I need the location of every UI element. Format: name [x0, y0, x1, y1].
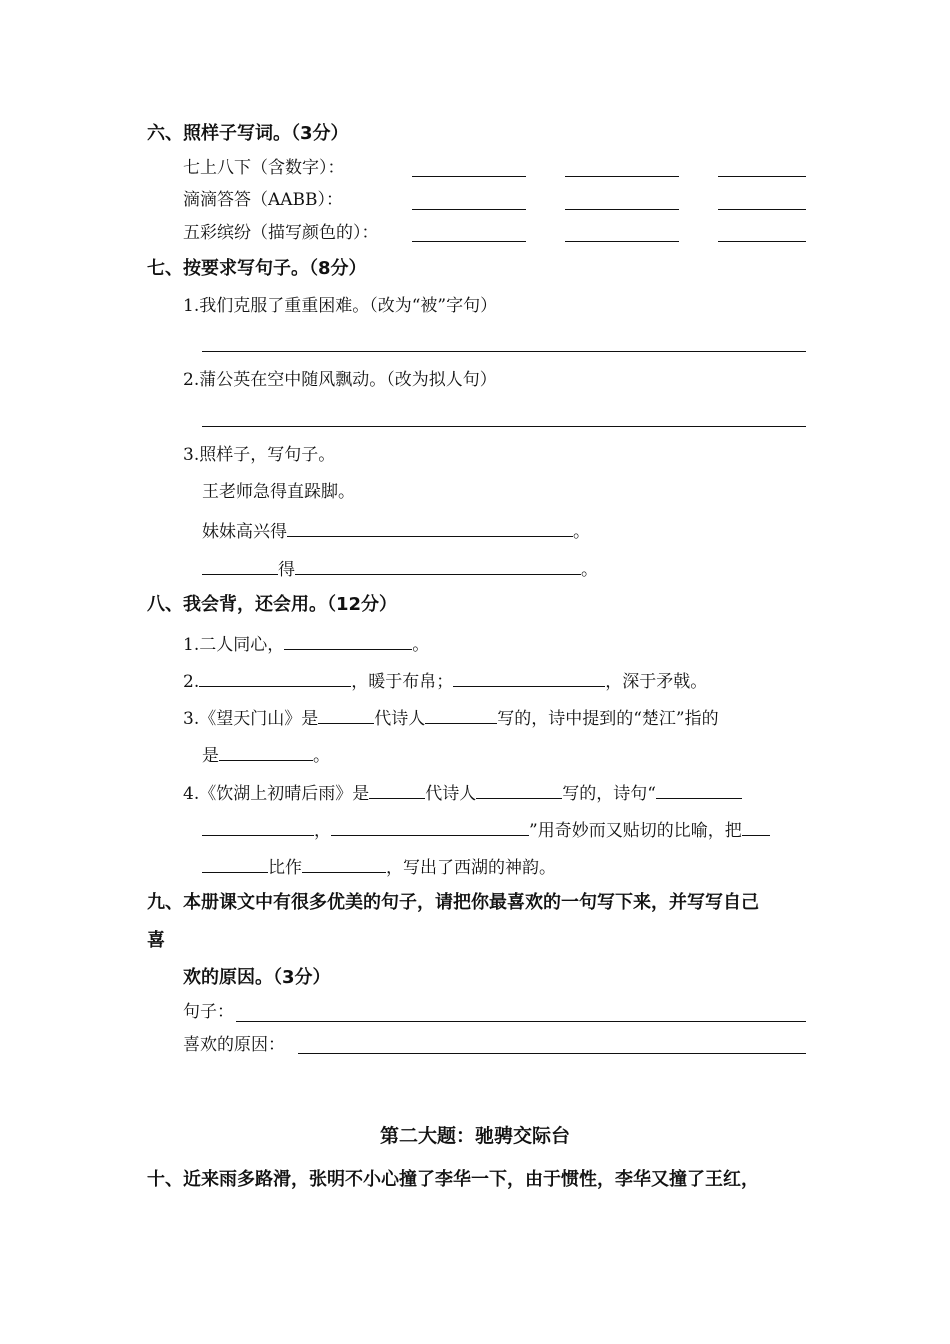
q7-fill-2-end: 。: [581, 560, 598, 580]
q8-item-2: [183, 671, 707, 691]
q7-fill-1-prefix: 妹妹高兴得: [202, 522, 287, 542]
q6-row-3-blank-1[interactable]: [412, 241, 526, 242]
q8-item-3-blank-poet[interactable]: [425, 708, 497, 724]
q8-item-3-text-c: 写的，诗中提到的“楚江”指的: [497, 709, 719, 729]
q7-fill-1: [202, 521, 590, 541]
q8-item-4-text-g: ，写出了西湖的神韵。: [386, 858, 556, 878]
q7-heading: 七、按要求写句子。（8分）: [147, 258, 367, 279]
q7-fill-2-mid: 得: [278, 560, 295, 580]
q6-row-2-label: 滴滴答答（AABB）：: [183, 190, 344, 210]
q9-reason-answer-line[interactable]: [298, 1053, 806, 1054]
q6-row-2-blank-1[interactable]: [412, 209, 526, 210]
q7-fill-1-end: 。: [573, 522, 590, 542]
q7-item-1: 1.我们克服了重重困难。（改为“被”字句）: [183, 296, 498, 316]
q8-item-4: [183, 783, 742, 803]
q8-item-4-blank-poet[interactable]: [476, 783, 562, 799]
q7-fill-2-blank[interactable]: [295, 559, 581, 575]
q8-item-3-blank-dynasty[interactable]: [318, 708, 374, 724]
q8-item-4-text-d: ，: [314, 821, 331, 841]
q7-item-2: 2.蒲公英在空中随风飘动。（改为拟人句）: [183, 370, 497, 390]
q8-item-3: [183, 708, 719, 728]
q8-item-3-text-b: 代诗人: [374, 709, 426, 729]
q7-fill-1-blank[interactable]: [287, 521, 573, 537]
q8-item-2-text-b: ，暖于布帛；: [351, 672, 454, 692]
q10-text: 十、近来雨多路滑，张明不小心撞了李华一下，由于惯性，李华又撞了王红，: [147, 1169, 759, 1190]
q8-item-4-text-e: ”用奇妙而又贴切的比喻，把: [529, 821, 742, 841]
q7-item-2-answer-line[interactable]: [202, 426, 806, 427]
q8-item-3-text-d: 是: [202, 746, 219, 766]
q6-row-1-blank-2[interactable]: [565, 176, 679, 177]
q8-item-2-text-c: ，深于矛戟。: [605, 672, 708, 692]
q6-row-1-label: 七上八下（含数字）：: [183, 158, 345, 178]
q7-item-3: 3.照样子，写句子。: [183, 445, 336, 465]
part-2-title: 第二大题：驰骋交际台: [379, 1125, 570, 1147]
q6-row-3-label: 五彩缤纷（描写颜色的）：: [183, 223, 379, 243]
q8-item-4-text-b: 代诗人: [425, 784, 477, 804]
q8-item-4-text-c: 写的，诗句“: [562, 784, 656, 804]
q9-sentence-answer-line[interactable]: [236, 1021, 806, 1022]
q8-item-3-cont: [202, 745, 330, 765]
q8-item-3-blank-river[interactable]: [219, 745, 313, 761]
q6-row-2-blank-2[interactable]: [565, 209, 679, 210]
q8-heading: 八、我会背，还会用。（12分）: [147, 594, 398, 615]
q8-item-4-cont-1: [202, 820, 770, 840]
q8-item-1-text: 1.二人同心，: [183, 635, 285, 655]
q9-heading-line-3: 欢的原因。（3分）: [183, 967, 331, 988]
q8-item-4-blank-object-a[interactable]: [742, 820, 770, 836]
q8-item-3-text-a: 3.《望天门山》是: [183, 709, 319, 729]
q6-heading: 六、照样子写词。（3分）: [147, 123, 349, 144]
q7-fill-2-blank-subject[interactable]: [202, 559, 278, 575]
q8-item-4-blank-verse-1a[interactable]: [656, 783, 742, 799]
q8-item-4-blank-verse-2[interactable]: [331, 820, 529, 836]
q8-item-2-blank-1[interactable]: [199, 671, 351, 687]
q9-reason-label: 喜欢的原因：: [183, 1035, 285, 1055]
q8-item-1-end: 。: [412, 635, 430, 655]
q8-item-2-blank-2[interactable]: [453, 671, 605, 687]
q7-fill-2: [202, 559, 598, 579]
q8-item-1-blank[interactable]: [284, 634, 412, 650]
q6-row-2-blank-3[interactable]: [718, 209, 806, 210]
q8-item-3-text-e: 。: [313, 746, 330, 766]
q6-row-3-blank-2[interactable]: [565, 241, 679, 242]
q8-item-1: [183, 634, 429, 654]
q7-example: 王老师急得直跺脚。: [202, 482, 355, 502]
q8-item-4-text-f: 比作: [268, 858, 302, 878]
q6-row-1-blank-1[interactable]: [412, 176, 526, 177]
q8-item-4-blank-compare[interactable]: [302, 857, 386, 873]
q6-row-3-blank-3[interactable]: [718, 241, 806, 242]
q9-heading-line-1: 九、本册课文中有很多优美的句子，请把你最喜欢的一句写下来，并写写自己: [147, 892, 759, 913]
q9-sentence-label: 句子：: [183, 1002, 234, 1022]
q8-item-4-blank-dynasty[interactable]: [369, 783, 425, 799]
q8-item-4-text-a: 4.《饮湖上初晴后雨》是: [183, 784, 370, 804]
q7-item-1-answer-line[interactable]: [202, 351, 806, 352]
q8-item-2-text-a: 2.: [183, 672, 200, 692]
q6-row-1-blank-3[interactable]: [718, 176, 806, 177]
q8-item-4-cont-2: [202, 857, 556, 877]
q9-heading-line-2: 喜: [147, 930, 165, 951]
q8-item-4-blank-verse-1b[interactable]: [202, 820, 314, 836]
q8-item-4-blank-object-b[interactable]: [202, 857, 268, 873]
